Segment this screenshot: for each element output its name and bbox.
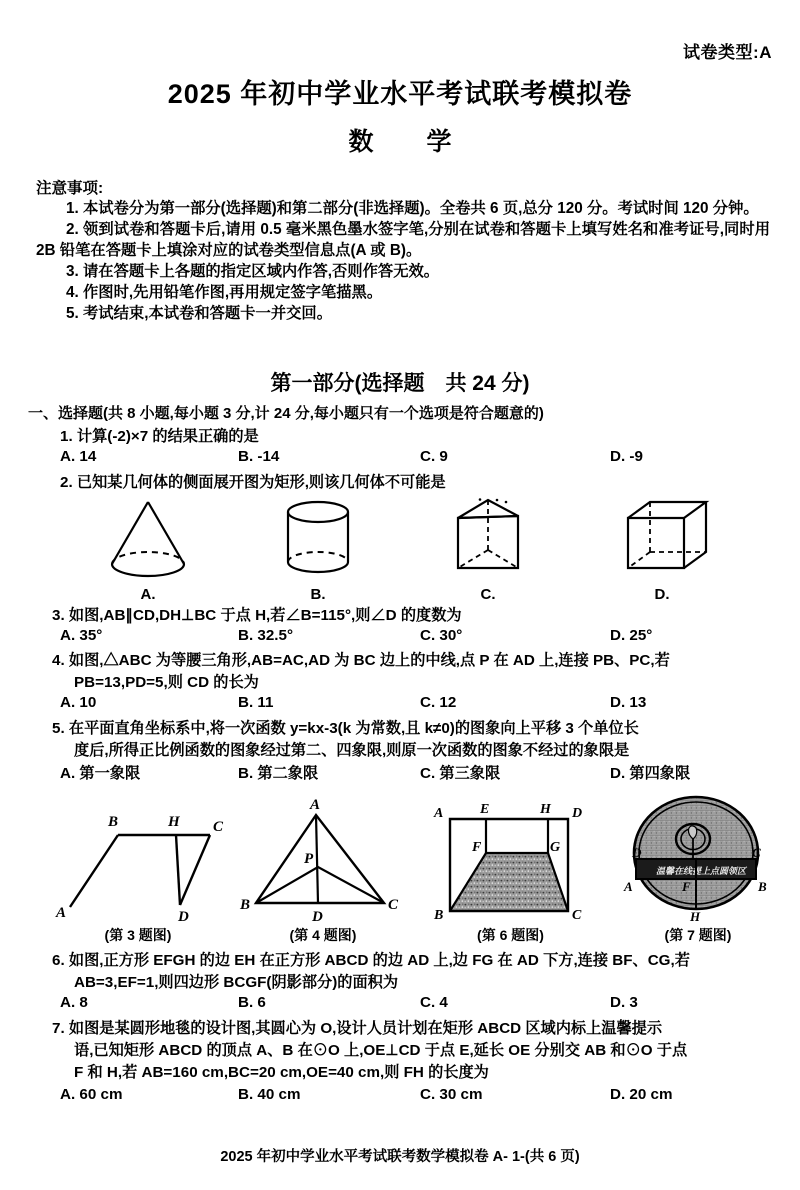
question-5-stem-line1: 5. 在平面直角坐标系中,将一次函数 y=kx-3(k 为常数,且 k≠0)的图象向上平移 3 个单位长 [52,720,639,737]
notice-heading: 注意事项: [36,180,104,197]
notice-item-2: 2. 领到试卷和答题卡后,请用 0.5 毫米黑色墨水签字笔,分别在试卷和答题卡上填写姓名和准考证号,同时用 2B 铅笔在答题卡上填涂对应的试卷类型信息点(A 或 B)。 [36,220,770,259]
notice-block [36,176,770,325]
q2-option-a[interactable]: A. [140,586,156,603]
question-5-options [60,762,800,783]
q6-option-d[interactable]: D. 3 [610,994,638,1011]
q4-option-b[interactable]: B. 11 [238,694,274,711]
q7-option-b[interactable]: B. 40 cm [238,1086,301,1103]
svg-text:C: C [572,908,582,923]
svg-text:P: P [304,851,314,867]
question-4-stem-line1: 4. 如图,△ABC 为等腰三角形,AB=AC,AD 为 BC 边上的中线,点 P 在 AD 上,连接 PB、PC,若 [52,652,670,669]
figure-q4 [238,795,408,945]
svg-text:D: D [178,909,189,923]
q7-option-c[interactable]: C. 30 cm [420,1086,483,1103]
question-4-stem-line2: PB=13,PD=5,则 CD 的长为 [74,674,259,691]
figure-q7-caption: (第 7 题图) [664,927,732,943]
question-6-options [60,994,800,1011]
svg-text:C: C [388,897,399,913]
svg-text:D: D [312,909,323,923]
shape-cylinder [248,498,388,603]
q5-option-d[interactable]: D. 第四象限 [610,765,691,782]
svg-text:B: B [434,908,444,923]
q1-option-d[interactable]: D. -9 [610,448,643,465]
svg-text:H: H [540,802,551,817]
question-4-options [60,694,800,711]
svg-text:C: C [213,819,224,835]
q3-option-d[interactable]: D. 25° [610,627,653,644]
svg-text:B: B [758,879,767,894]
q4-option-c[interactable]: C. 12 [420,694,457,711]
question-6-stem-line2: AB=3,EF=1,则四边形 BCGF(阴影部分)的面积为 [74,974,399,991]
q4-option-a[interactable]: A. 10 [60,694,97,711]
svg-text:B: B [240,897,251,913]
q6-option-c[interactable]: C. 4 [420,994,448,1011]
question-3-options [60,627,800,644]
page-title: 2025 年初中学业水平考试联考模拟卷 [167,79,633,109]
svg-text:C: C [752,845,761,860]
q1-option-c[interactable]: C. 9 [420,448,448,465]
figure-q3 [48,795,228,945]
figure-q3-caption: (第 3 题图) [104,927,172,943]
svg-text:B: B [108,814,119,830]
section-one-line: 一、选择题(共 8 小题,每小题 3 分,计 24 分,每小题只有一个选项是符合题意的) [28,405,544,422]
svg-text:H: H [168,814,180,830]
svg-text:温馨在线提上点圆领区: 温馨在线提上点圆领区 [656,866,747,876]
question-5-stem-line2: 度后,所得正比例函数的图象经过第二、四象限,则原一次函数的图象不经过的象限是 [74,742,630,759]
svg-text:A: A [56,905,67,921]
q1-option-a[interactable]: A. 14 [60,448,97,465]
q5-option-b[interactable]: B. 第二象限 [238,765,319,782]
paper-type-label: 试卷类型:A [683,43,772,62]
q6-option-a[interactable]: A. 8 [60,994,88,1011]
q3-option-c[interactable]: C. 30° [420,627,463,644]
question-7-stem-line1: 7. 如图是某圆形地毯的设计图,其圆心为 O,设计人员计划在矩形 ABCD 区域内标上温馨提示 [52,1020,663,1037]
shape-cone [78,498,218,603]
shape-triangular-prism [418,498,558,603]
svg-text:G: G [550,840,561,855]
q2-option-c[interactable]: C. [480,586,496,603]
notice-item-5: 5. 考试结束,本试卷和答题卡一并交回。 [66,304,333,322]
q5-option-a[interactable]: A. 第一象限 [60,765,141,782]
q3-option-a[interactable]: A. 35° [60,627,103,644]
q6-option-b[interactable]: B. 6 [238,994,266,1011]
question-6-stem-line1: 6. 如图,正方形 EFGH 的边 EH 在正方形 ABCD 的边 AD 上,边 FG 在 AD 下方,连接 BF、CG,若 [52,952,690,969]
notice-item-3: 3. 请在答题卡上各题的指定区域内作答,否则作答无效。 [66,262,440,280]
q4-option-d[interactable]: D. 13 [610,694,647,711]
figure-q6-caption: (第 6 题图) [477,927,544,943]
q7-option-a[interactable]: A. 60 cm [60,1086,123,1103]
question-7-stem-line2: 语,已知矩形 ABCD 的顶点 A、B 在⊙O 上,OE⊥CD 于点 E,延长 OE 分别交 AB 和⊙O 于点 [74,1042,688,1059]
figure-q6 [428,795,593,945]
svg-text:A: A [310,797,321,813]
subject-title: 数 学 [348,128,466,156]
notice-item-4: 4. 作图时,先用铅笔作图,再用规定签字笔描黑。 [66,283,383,301]
svg-text:F: F [682,879,691,894]
q1-option-b[interactable]: B. -14 [238,448,280,465]
part-one-header: 第一部分(选择题 共 24 分) [270,372,530,395]
figures-row [0,795,800,943]
svg-text:D: D [572,806,583,821]
question-7-stem-line3: F 和 H,若 AB=160 cm,BC=20 cm,OE=40 cm,则 FH 的长度为 [74,1064,489,1081]
question-2-stem: 2. 已知某几何体的侧面展开图为矩形,则该几何体不可能是 [60,474,446,491]
figure-q7 [618,795,778,945]
q7-option-d[interactable]: D. 20 cm [610,1086,673,1103]
svg-text:E: E [480,802,490,817]
q3-option-b[interactable]: B. 32.5° [238,627,294,644]
question-3-stem: 3. 如图,AB∥CD,DH⊥BC 于点 H,若∠B=115°,则∠D 的度数为 [52,607,462,624]
svg-text:F: F [472,840,482,855]
figure-q4-caption: (第 4 题图) [289,927,357,943]
question-1-options [60,448,800,465]
page-footer: 2025 年初中学业水平考试联考数学模拟卷 A- 1-(共 6 页) [220,1149,580,1165]
notice-item-1: 1. 本试卷分为第一部分(选择题)和第二部分(非选择题)。全卷共 6 页,总分 120 分。考试时间 120 分钟。 [66,200,759,217]
svg-text:D: D [632,845,642,860]
q5-option-c[interactable]: C. 第三象限 [420,765,501,782]
svg-text:A: A [624,879,633,894]
q2-option-b[interactable]: B. [310,586,326,603]
q2-option-d[interactable]: D. [654,586,670,603]
shape-cuboid [592,498,732,603]
question-1-stem: 1. 计算(-2)×7 的结果正确的是 [60,428,259,445]
svg-text:A: A [434,806,444,821]
svg-text:H: H [690,909,701,923]
question-7-options [60,1086,800,1103]
